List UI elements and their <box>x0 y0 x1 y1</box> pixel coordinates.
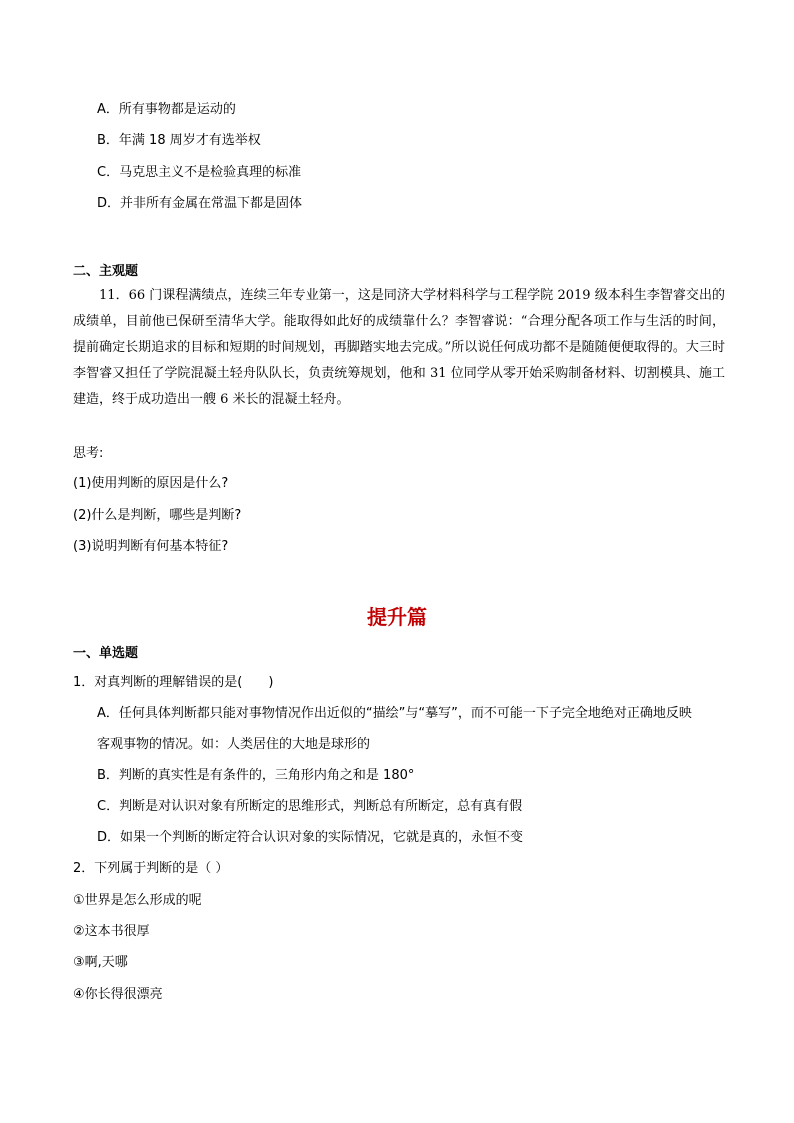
section-title: 提升篇 <box>367 605 427 629</box>
question-2-stem: 2．下列属于判断的是（ ） <box>73 861 229 876</box>
question-11-paragraph: 11．66 门课程满绩点，连续三年专业第一，这是同济大学材料科学与工程学院 2019 级本科生李智睿交出的成绩单，目前他已保研至清华大学。能取得如此好的成绩靠什么？李智睿说：“合理分配各项工作与生活的时间，提前确定长期追求的目标和短期的时间规划，再脚踏实地去完成。”所以说任何成功都不是随随便便取得的。大三时李智睿又担任了学院混凝土轻舟队队长，负责统筹规划，他和 31 位同学从零开始采购制备材料、切割模具、施工建造，终于成功造出一艘 6 米长的混凝土轻舟。 <box>73 288 725 407</box>
question-2-item-1: ①世界是怎么形成的呢 <box>73 893 202 908</box>
question-1-option-a-line2: 客观事物的情况。如：人类居住的大地是球形的 <box>97 737 371 752</box>
sub-question-3: (3)说明判断有何基本特征? <box>73 539 229 554</box>
question-1-option-c: C．判断是对认识对象有所断定的思维形式，判断总有所断定，总有真有假 <box>97 799 523 814</box>
option-a: A．所有事物都是运动的 <box>97 102 236 117</box>
option-d: D．并非所有金属在常温下都是固体 <box>97 196 303 211</box>
option-b: B．年满 18 周岁才有选举权 <box>97 133 261 148</box>
question-1-option-a-line1: A．任何具体判断都只能对事物情况作出近似的“描绘”与“摹写”，而不可能一下子完全地绝对正确地反映 <box>97 706 692 721</box>
sub-question-1: (1)使用判断的原因是什么? <box>73 476 229 491</box>
sub-question-2: (2)什么是判断，哪些是判断? <box>73 508 242 523</box>
question-1-option-d: D．如果一个判断的断定符合认识对象的实际情况，它就是真的，永恒不变 <box>97 830 524 845</box>
question-1-option-b: B．判断的真实性是有条件的，三角形内角之和是 180° <box>97 768 415 783</box>
think-label: 思考: <box>73 446 104 461</box>
section-heading-subjective: 二、主观题 <box>73 264 139 279</box>
question-2-item-3: ③啊,天哪 <box>73 955 128 970</box>
question-1-stem: 1．对真判断的理解错误的是( ) <box>73 675 274 690</box>
section-heading-single-choice: 一、单选题 <box>73 646 139 661</box>
option-c: C．马克思主义不是检验真理的标准 <box>97 165 302 180</box>
question-2-item-2: ②这本书很厚 <box>73 924 150 939</box>
question-2-item-4: ④你长得很漂亮 <box>73 987 163 1002</box>
